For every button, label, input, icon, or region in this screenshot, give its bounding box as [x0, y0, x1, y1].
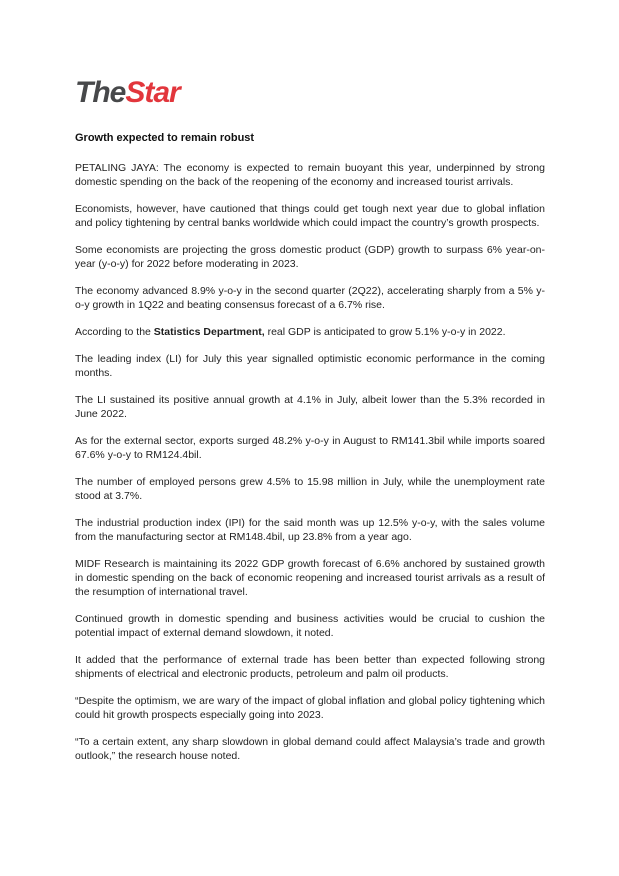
paragraph-text: “To a certain extent, any sharp slowdown in global demand could affect Malaysia’s trade and growth outlook,” the research house noted. [75, 736, 545, 762]
paragraph-text: According to the [75, 326, 154, 338]
paragraph-text: real GDP is anticipated to grow 5.1% y-o-y in 2022. [264, 326, 506, 338]
paragraph-text: Some economists are projecting the gross domestic product (GDP) growth to surpass 6% year-on-year (y-o-y) for 2022 before moderating in 2023. [75, 244, 545, 270]
paragraph-text: The LI sustained its positive annual growth at 4.1% in July, albeit lower than the 5.3% recorded in June 2022. [75, 394, 545, 420]
paragraph [75, 352, 545, 380]
paragraph-text: “Despite the optimism, we are wary of the impact of global inflation and global policy tightening which could hit growth prospects especially going into 2023. [75, 695, 545, 721]
paragraph [75, 475, 545, 503]
article-headline: Growth expected to remain robust [75, 132, 255, 144]
paragraph [75, 161, 545, 189]
logo-star: Star [125, 76, 180, 109]
paragraph [75, 516, 545, 544]
paragraph [75, 694, 545, 722]
paragraph [75, 325, 545, 339]
paragraph [75, 612, 545, 640]
paragraph [75, 243, 545, 271]
article-body [75, 161, 545, 763]
paragraph [75, 653, 545, 681]
paragraph [75, 434, 545, 462]
paragraph [75, 557, 545, 599]
paragraph [75, 284, 545, 312]
paragraph-text: PETALING JAYA: The economy is expected to remain buoyant this year, underpinned by strong domestic spending on the back of the reopening of the economy and increased tourist arrivals. [75, 162, 545, 188]
paragraph [75, 393, 545, 421]
paragraph [75, 735, 545, 763]
paragraph-text: It added that the performance of external trade has been better than expected following strong shipments of electrical and electronic products, petroleum and palm oil products. [75, 654, 545, 680]
paragraph-text: The industrial production index (IPI) for the said month was up 12.5% y-o-y, with the sales volume from the manufacturing sector at RM148.4bil, up 23.8% from a year ago. [75, 517, 545, 543]
star-logo [75, 78, 545, 108]
paragraph [75, 202, 545, 230]
paragraph-text: The number of employed persons grew 4.5% to 15.98 million in July, while the unemployment rate stood at 3.7%. [75, 476, 545, 502]
paragraph-text: The leading index (LI) for July this year signalled optimistic economic performance in the coming months. [75, 353, 545, 379]
bold-inline: Statistics Department, [153, 326, 265, 338]
paragraph-text: MIDF Research is maintaining its 2022 GDP growth forecast of 6.6% anchored by sustained growth in domestic spending on the back of economic reopening and increased tourist arrivals as a result of the resumption of international travel. [75, 558, 545, 598]
logo-the: The [75, 76, 126, 109]
paragraph-text: Continued growth in domestic spending and business activities would be crucial to cushion the potential impact of external demand slowdown, it noted. [75, 613, 545, 639]
paragraph-text: The economy advanced 8.9% y-o-y in the second quarter (2Q22), accelerating sharply from a 5% y-o-y growth in 1Q22 and beating consensus forecast of a 6.7% rise. [75, 285, 545, 311]
paragraph-text: As for the external sector, exports surged 48.2% y-o-y in August to RM141.3bil while imports soared 67.6% y-o-y to RM124.4bil. [75, 435, 545, 461]
paragraph-text: Economists, however, have cautioned that things could get tough next year due to global inflation and policy tightening by central banks worldwide which could impact the country’s growth prospects. [75, 203, 545, 229]
